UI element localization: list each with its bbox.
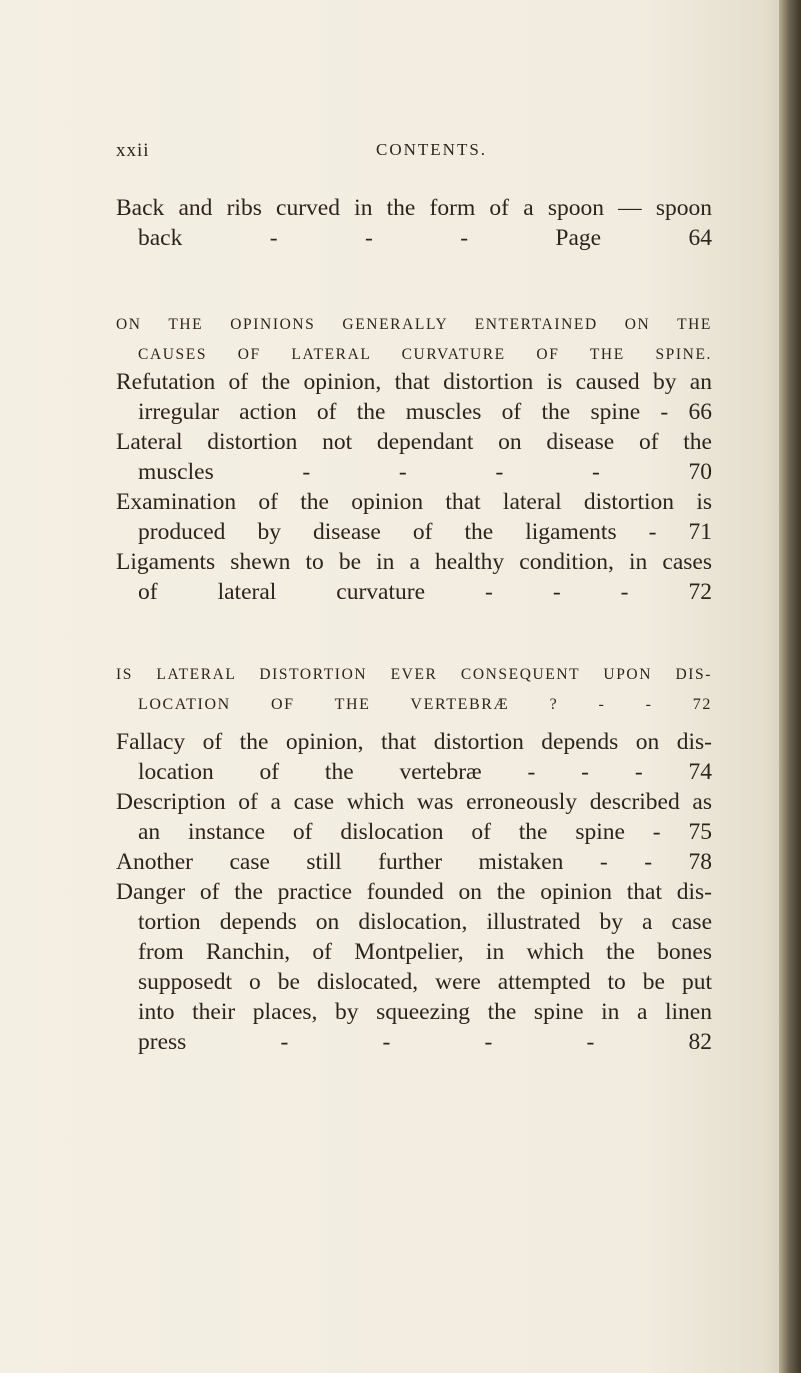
entry-line: Fallacy of the opinion, that distortion depends on dis- — [116, 729, 712, 755]
entry-line: back - - - Page 64 — [138, 225, 712, 251]
entry-line: Lateral distortion not dependant on disease of the — [116, 429, 712, 455]
page-header — [116, 140, 716, 170]
heading-line: LOCATION OF THE VERTEBRÆ ? - - 72 — [138, 696, 712, 713]
entry-line: Back and ribs curved in the form of a spoon — spoon — [116, 195, 712, 221]
section-heading-dislocation — [116, 660, 712, 720]
entry-line: Refutation of the opinion, that distortion is caused by an — [116, 369, 712, 395]
entry-line: supposedt o be dislocated, were attempted to be put — [138, 969, 712, 995]
entry-line: Ligaments shewn to be in a healthy condition, in cases — [116, 549, 712, 575]
entry-line: tortion depends on dislocation, illustrated by a case — [138, 909, 712, 935]
entry-line: irregular action of the muscles of the spine - 66 — [138, 399, 712, 425]
entry-line: muscles - - - - 70 — [138, 459, 712, 485]
heading-line: IS LATERAL DISTORTION EVER CONSEQUENT UPON DIS- — [116, 666, 712, 683]
entry-line: into their places, by squeezing the spine in a linen — [138, 999, 712, 1025]
page-edge — [779, 0, 801, 1373]
contents-entry — [116, 877, 712, 1057]
contents-entry — [116, 547, 712, 607]
entry-line: location of the vertebræ - - - 74 — [138, 759, 712, 785]
contents-entry-spoon-back — [116, 193, 712, 253]
entry-line: Another case still further mistaken - - 78 — [116, 849, 712, 875]
entry-line: of lateral curvature - - - 72 — [138, 579, 712, 605]
entry-line: from Ranchin, of Montpelier, in which the bones — [138, 939, 712, 965]
entry-line: press - - - - 82 — [138, 1029, 712, 1055]
contents-entry — [116, 487, 712, 547]
contents-entry — [116, 727, 712, 787]
entry-line: an instance of dislocation of the spine - 75 — [138, 819, 712, 845]
heading-line: ON THE OPINIONS GENERALLY ENTERTAINED ON THE — [116, 316, 712, 333]
contents-entry — [116, 367, 712, 427]
contents-entry — [116, 847, 712, 877]
contents-entry — [116, 427, 712, 487]
entry-line: Examination of the opinion that lateral distortion is — [116, 489, 712, 515]
entry-line: produced by disease of the ligaments - 71 — [138, 519, 712, 545]
running-title: CONTENTS. — [376, 140, 488, 159]
heading-line: CAUSES OF LATERAL CURVATURE OF THE SPINE. — [138, 346, 712, 363]
contents-entry — [116, 787, 712, 847]
page-number: xxii — [116, 140, 150, 161]
entry-line: Danger of the practice founded on the opinion that dis- — [116, 879, 712, 905]
entry-line: Description of a case which was erroneously described as — [116, 789, 712, 815]
section-heading-opinions — [116, 310, 712, 370]
